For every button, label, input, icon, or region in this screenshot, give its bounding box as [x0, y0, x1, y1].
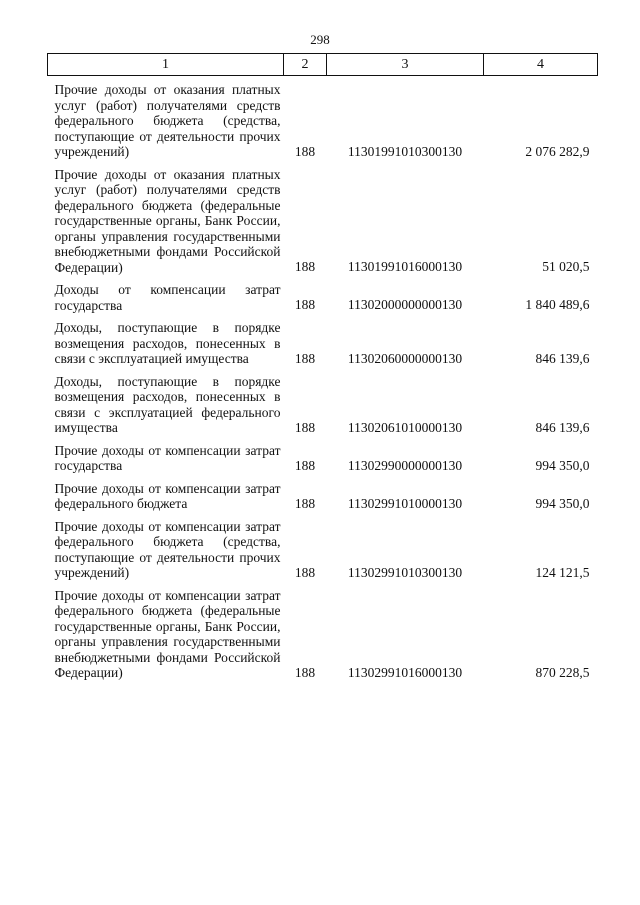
header-row: [48, 54, 598, 76]
header-col-1: 1: [48, 54, 284, 76]
row-amount: 870 228,5: [535, 664, 590, 680]
row-admin-code: 188: [294, 664, 316, 680]
table-row: [48, 474, 598, 512]
row-budget-code: 11302991010300130: [347, 564, 463, 580]
table-row: [48, 160, 598, 276]
row-amount: 994 350,0: [535, 495, 590, 511]
table-row: [48, 367, 598, 436]
header-col-2: 2: [284, 54, 327, 76]
row-budget-code: 11302061010000130: [347, 419, 463, 435]
table-row: [48, 581, 598, 681]
row-budget-code: 11302060000000130: [347, 350, 463, 366]
page-number: 298: [310, 32, 330, 47]
row-amount: 124 121,5: [535, 564, 590, 580]
row-description: Прочие доходы от компенсации затрат государства: [54, 442, 281, 473]
header-col-4: 4: [484, 54, 598, 76]
row-budget-code: 11302991010000130: [347, 495, 463, 511]
table-row: [48, 313, 598, 367]
row-admin-code: 188: [294, 495, 316, 511]
table-row: [48, 436, 598, 474]
header-col-3: 3: [327, 54, 484, 76]
row-admin-code: 188: [294, 297, 316, 312]
row-admin-code: 188: [294, 419, 316, 435]
row-admin-code: 188: [294, 259, 316, 274]
row-budget-code: 11301991010300130: [347, 143, 463, 159]
row-amount: 846 139,6: [535, 350, 590, 366]
table-row: [48, 512, 598, 581]
row-budget-code: 11302990000000130: [347, 457, 463, 473]
row-amount: 1 840 489,6: [525, 297, 590, 312]
row-description: Прочие доходы от оказания платных услуг (работ) получателями средств федерального бюджета (федеральные государственные органы, Банк России, органы управления государственными внебюджетными фондами Российской Федерации): [54, 166, 281, 275]
table-row: [48, 275, 598, 313]
table-body: [48, 76, 598, 681]
row-admin-code: 188: [294, 143, 316, 159]
row-description: Прочие доходы от компенсации затрат федерального бюджета (средства, поступающие от деятельности прочих учреждений): [54, 518, 281, 580]
table-row: [48, 76, 598, 160]
row-amount: 846 139,6: [535, 419, 590, 435]
row-description: Прочие доходы от компенсации затрат федерального бюджета (федеральные государственные органы, Банк России, органы управления государственными внебюджетными фондами Российской Федерации): [54, 587, 281, 680]
row-budget-code: 11302991016000130: [347, 664, 463, 680]
row-admin-code: 188: [294, 564, 316, 580]
row-description: Доходы, поступающие в порядке возмещения расходов, понесенных в связи с эксплуатацией федерального имущества: [54, 373, 281, 435]
row-description: Доходы от компенсации затрат государства: [54, 282, 281, 313]
row-description: Прочие доходы от компенсации затрат федерального бюджета: [54, 480, 281, 511]
row-amount: 994 350,0: [535, 457, 590, 473]
row-description: Доходы, поступающие в порядке возмещения расходов, понесенных в связи с эксплуатацией имущества: [54, 320, 281, 366]
table-header: [48, 54, 598, 76]
row-amount: 2 076 282,9: [525, 143, 590, 159]
row-description: Прочие доходы от оказания платных услуг (работ) получателями средств федерального бюджета (средства, поступающие от деятельности прочих учреждений): [54, 82, 281, 159]
row-amount: 51 020,5: [542, 259, 590, 274]
budget-revenue-table: [47, 53, 598, 681]
row-admin-code: 188: [294, 350, 316, 366]
row-budget-code: 11302000000000130: [347, 297, 463, 312]
row-budget-code: 11301991016000130: [347, 259, 463, 274]
row-admin-code: 188: [294, 457, 316, 473]
